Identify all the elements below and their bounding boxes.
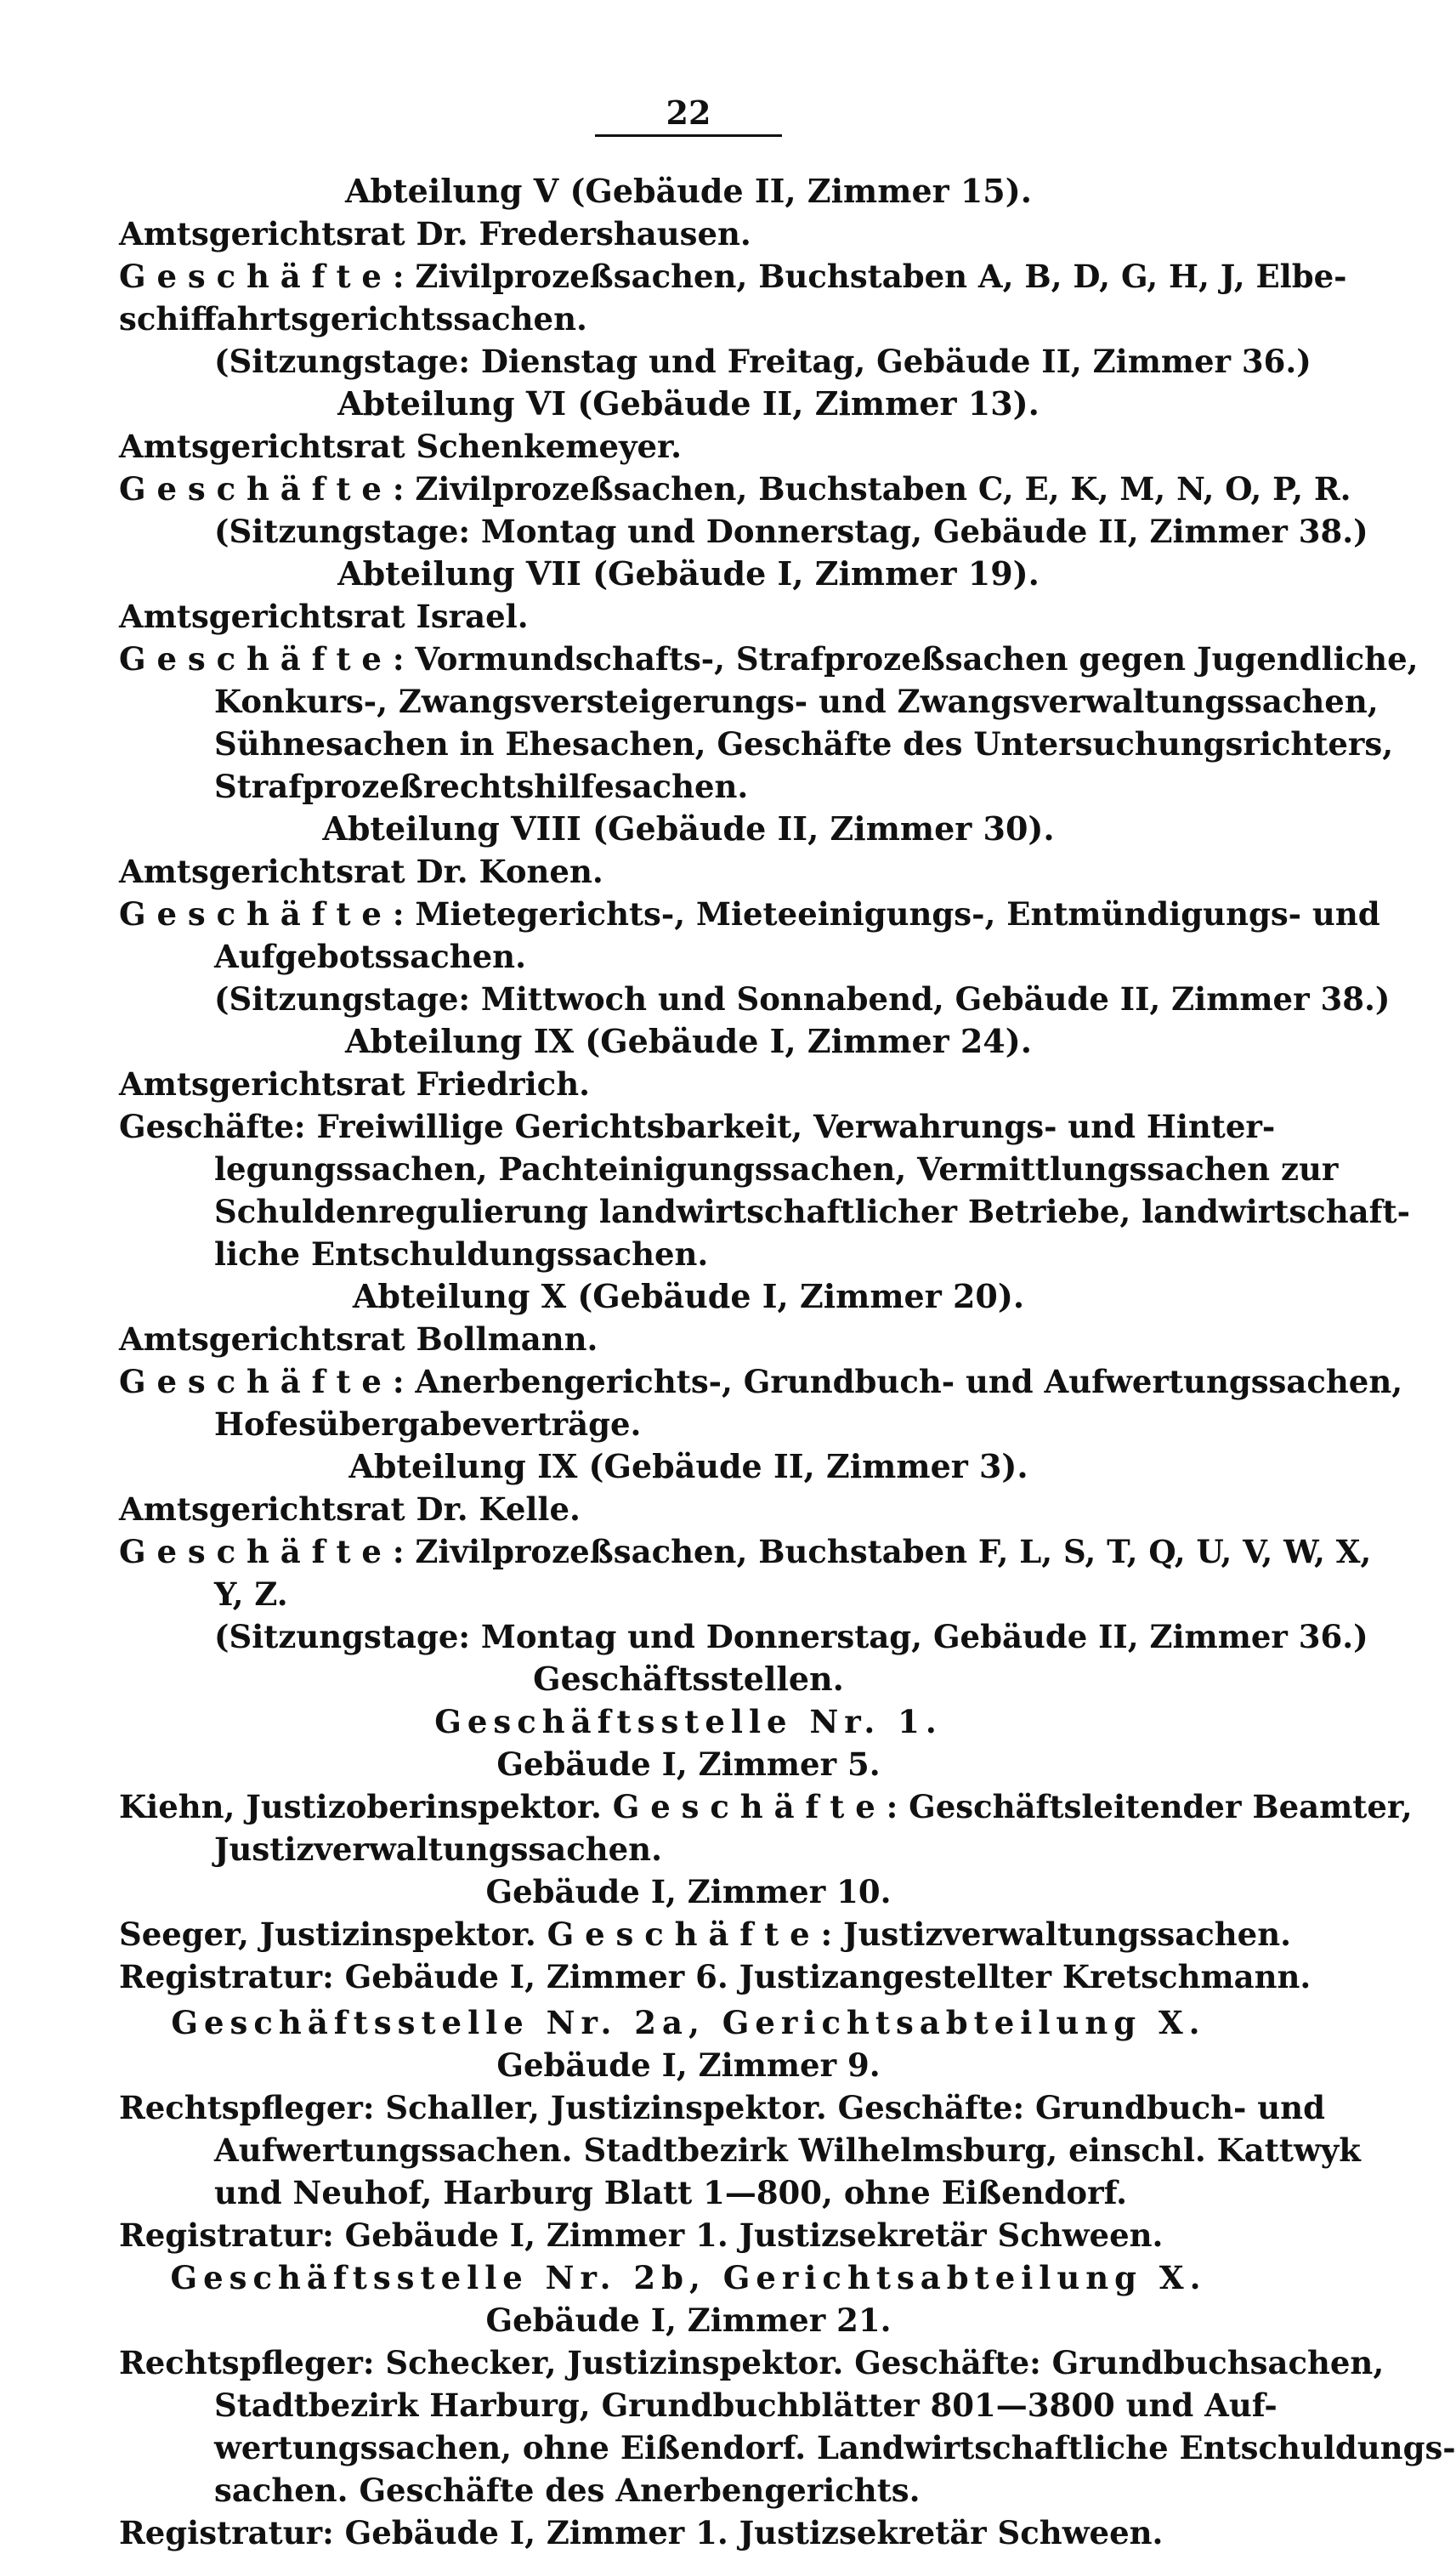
staff-entry-line: Aufwertungssachen. Stadtbezirk Wilhelmsburg, einschl. Kattwyk [214,2131,1361,2169]
staff-entry-line: und Neuhof, Harburg Blatt 1—800, ohne Eißendorf. [214,2174,1128,2211]
geschaeftsstellen-title: Geschäftsstellen. [533,1660,844,1698]
page-body [119,170,1456,2554]
section-heading-abteilung-vi: Abteilung VI (Gebäude II, Zimmer 13). [337,384,1040,423]
staff-entry-line: Stadtbezirk Harburg, Grundbuchblätter 801—3800 und Auf- [214,2387,1278,2424]
session-days-line: (Sitzungstage: Dienstag und Freitag, Gebäude II, Zimmer 36.) [214,343,1312,380]
duties-line: G e s c h ä f t e : Zivilprozeßsachen, Buchstaben F, L, S, T, Q, U, V, W, X, [119,1533,1372,1570]
building-line: Gebäude I, Zimmer 21. [485,2301,892,2339]
section-heading-abteilung-vii: Abteilung VII (Gebäude I, Zimmer 19). [337,554,1040,593]
session-days-line: (Sitzungstage: Montag und Donnerstag, Gebäude II, Zimmer 36.) [214,1618,1368,1655]
duties-line: Schuldenregulierung landwirtschaftlicher Betriebe, landwirtschaft- [214,1193,1410,1230]
geschaeftsstelle-heading: Geschäftsstelle Nr. 1. [434,1703,943,1740]
building-line: Gebäude I, Zimmer 10. [485,1873,892,1910]
judge-line: Amtsgerichtsrat Dr. Fredershausen. [119,215,751,253]
registry-line: Registratur: Gebäude I, Zimmer 1. Justizsekretär Schween. [119,2216,1164,2254]
geschaeftsstelle-heading: Geschäftsstelle Nr. 2a, Gerichtsabteilung X. [171,2004,1206,2041]
duties-line: G e s c h ä f t e : Mietegerichts-, Mieteeinigungs-, Entmündigungs- und [119,895,1380,933]
staff-entry-line: wertungssachen, ohne Eißendorf. Landwirtschaftliche Entschuldungs- [214,2429,1456,2466]
duties-line: schiffahrtsgerichtssachen. [119,300,587,338]
duties-line: liche Entschuldungssachen. [214,1235,709,1273]
session-days-line: (Sitzungstage: Mittwoch und Sonnabend, Gebäude II, Zimmer 38.) [214,980,1391,1018]
judge-line: Amtsgerichtsrat Dr. Konen. [119,853,603,890]
section-heading-abteilung-viii: Abteilung VIII (Gebäude II, Zimmer 30). [322,809,1055,848]
page-number: 22 [666,94,711,132]
building-line: Gebäude I, Zimmer 5. [496,1745,881,1783]
judge-line: Amtsgerichtsrat Dr. Kelle. [119,1490,581,1528]
staff-entry-line: Justizverwaltungssachen. [214,1830,662,1868]
duties-line: Sühnesachen in Ehesachen, Geschäfte des Untersuchungsrichters, [214,725,1394,763]
judge-line: Amtsgerichtsrat Israel. [119,598,529,635]
page-number-rule [595,134,782,137]
staff-entry-line: Rechtspfleger: Schecker, Justizinspektor. Geschäfte: Grundbuchsachen, [119,2344,1385,2381]
staff-entry-line: Kiehn, Justizoberinspektor. G e s c h ä f t e : Geschäftsleitender Beamter, [119,1788,1413,1825]
duties-line: Hofesübergabeverträge. [214,1405,642,1443]
geschaeftsstelle-heading: Geschäftsstelle Nr. 2b, Gerichtsabteilung X. [170,2259,1207,2296]
duties-line: G e s c h ä f t e : Zivilprozeßsachen, Buchstaben C, E, K, M, N, O, P, R. [119,470,1351,508]
registry-line: Registratur: Gebäude I, Zimmer 6. Justizangestellter Kretschmann. [119,1958,1312,1995]
judge-line: Amtsgerichtsrat Friedrich. [119,1065,590,1103]
duties-line: legungssachen, Pachteinigungssachen, Vermittlungssachen zur [214,1150,1339,1188]
registry-line: Registratur: Gebäude I, Zimmer 1. Justizsekretär Schween. [119,2514,1164,2551]
section-heading-abteilung-v: Abteilung V (Gebäude II, Zimmer 15). [345,172,1032,210]
staff-entry-line: Seeger, Justizinspektor. G e s c h ä f t e : Justizverwaltungssachen. [119,1915,1291,1953]
duties-line: G e s c h ä f t e : Zivilprozeßsachen, Buchstaben A, B, D, G, H, J, Elbe- [119,258,1347,295]
staff-entry-line: sachen. Geschäfte des Anerbengerichts. [214,2472,921,2509]
judge-line: Amtsgerichtsrat Bollmann. [119,1320,598,1358]
section-heading-abteilung-ix: Abteilung IX (Gebäude I, Zimmer 24). [345,1022,1032,1060]
duties-line: Geschäfte: Freiwillige Gerichtsbarkeit, Verwahrungs- und Hinter- [119,1108,1276,1145]
section-heading-abteilung-ix-b: Abteilung IX (Gebäude II, Zimmer 3). [348,1447,1028,1485]
judge-line: Amtsgerichtsrat Schenkemeyer. [119,428,683,465]
duties-line: Strafprozeßrechtshilfesachen. [214,768,749,805]
section-heading-abteilung-x: Abteilung X (Gebäude I, Zimmer 20). [352,1277,1025,1315]
building-line: Gebäude I, Zimmer 9. [496,2046,881,2084]
staff-entry-line: Rechtspfleger: Schaller, Justizinspektor. Geschäfte: Grundbuch- und [119,2089,1325,2126]
duties-line: G e s c h ä f t e : Anerbengerichts-, Grundbuch- und Aufwertungssachen, [119,1363,1403,1400]
duties-line: G e s c h ä f t e : Vormundschafts-, Strafprozeßsachen gegen Jugendliche, [119,640,1419,678]
duties-line: Konkurs-, Zwangsversteigerungs- und Zwangsverwaltungssachen, [214,683,1379,720]
duties-line: Y, Z. [214,1575,288,1613]
duties-line: Aufgebotssachen. [214,938,526,975]
session-days-line: (Sitzungstage: Montag und Donnerstag, Gebäude II, Zimmer 38.) [214,513,1368,550]
